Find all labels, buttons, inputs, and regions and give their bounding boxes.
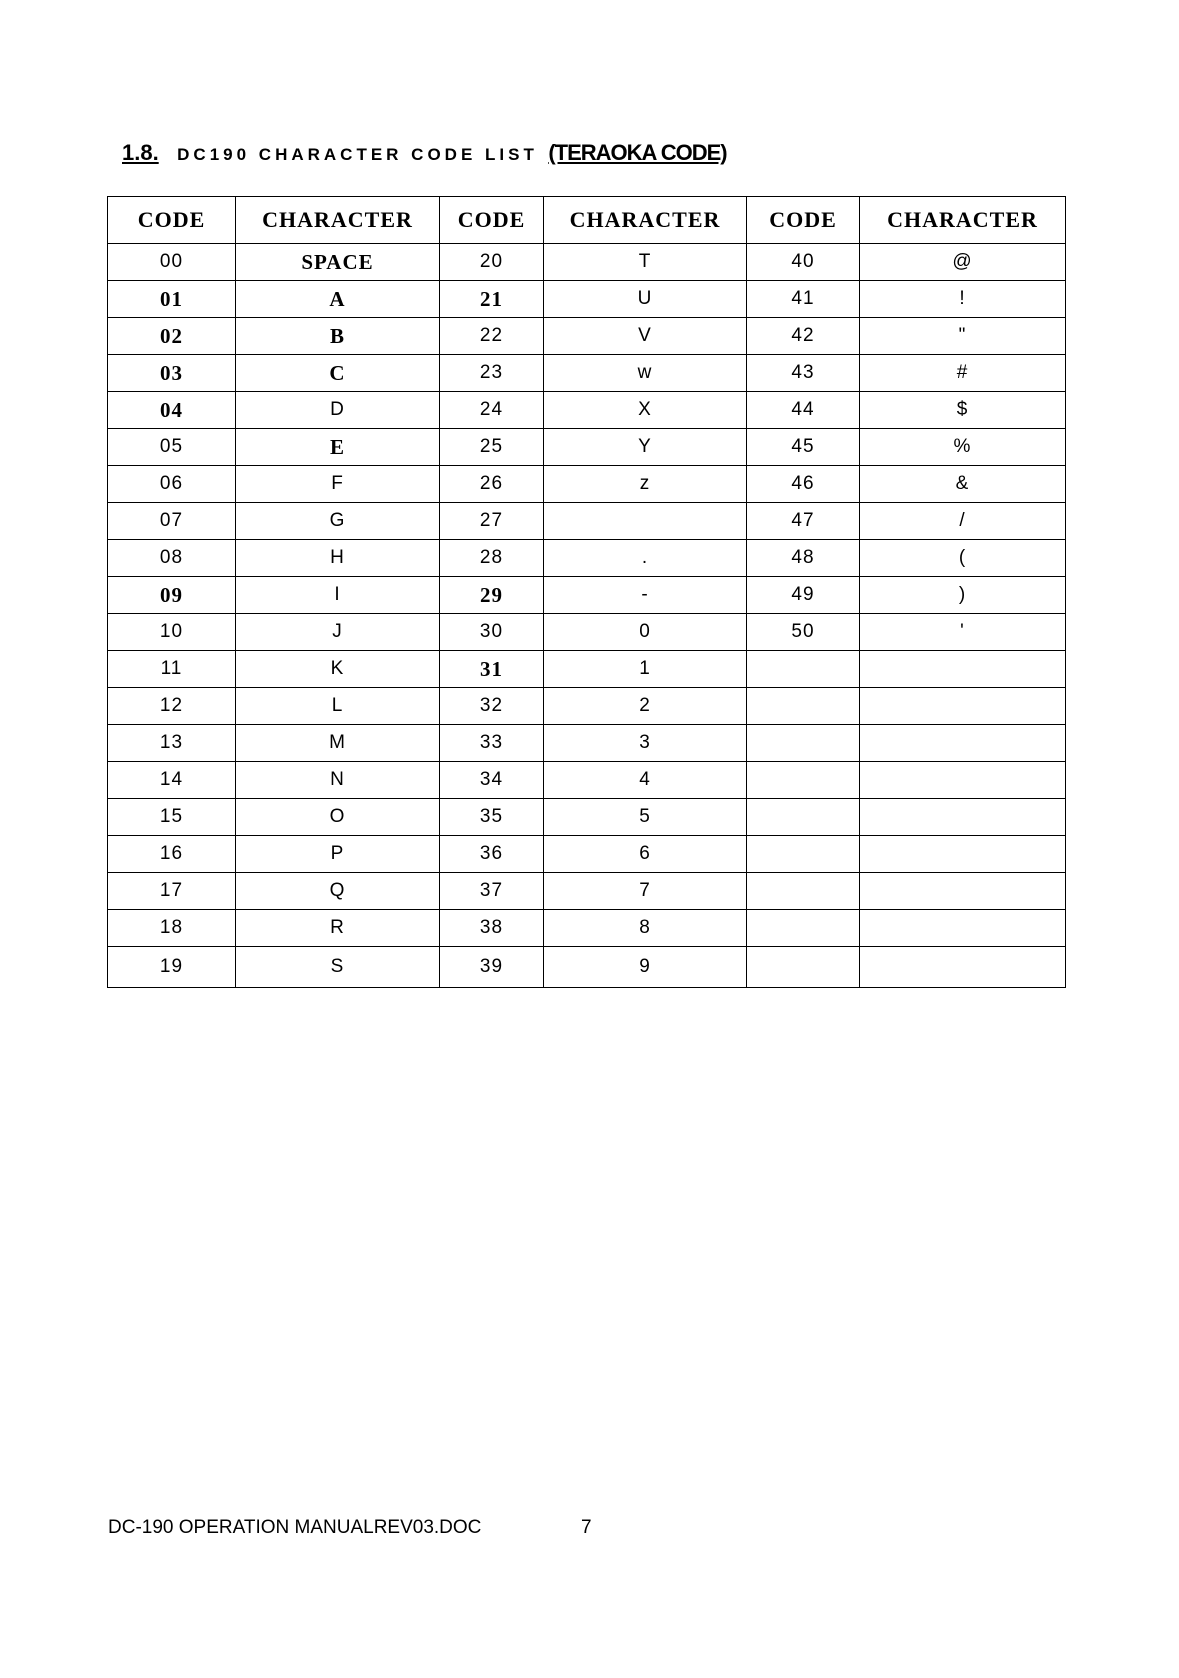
- code-cell: 11: [108, 651, 236, 688]
- character-cell: w: [544, 355, 747, 392]
- character-cell: !: [860, 281, 1066, 318]
- code-cell: 09: [108, 577, 236, 614]
- character-cell: K: [236, 651, 440, 688]
- section-heading: [122, 140, 727, 166]
- character-cell: 2: [544, 688, 747, 725]
- code-cell: 31: [440, 651, 544, 688]
- table-row: [108, 466, 1066, 503]
- code-cell: 30: [440, 614, 544, 651]
- code-cell: 00: [108, 244, 236, 281]
- character-cell: 1: [544, 651, 747, 688]
- character-cell: SPACE: [236, 244, 440, 281]
- table-header-row: [108, 197, 1066, 244]
- table-row: [108, 799, 1066, 836]
- table-row: [108, 762, 1066, 799]
- code-cell: [747, 762, 860, 799]
- character-cell: /: [860, 503, 1066, 540]
- code-cell: [747, 910, 860, 947]
- character-cell: Q: [236, 873, 440, 910]
- code-cell: 23: [440, 355, 544, 392]
- column-header-character: CHARACTER: [236, 197, 440, 244]
- character-cell: I: [236, 577, 440, 614]
- code-cell: 40: [747, 244, 860, 281]
- code-cell: [747, 873, 860, 910]
- character-cell: [544, 503, 747, 540]
- code-cell: 13: [108, 725, 236, 762]
- column-header-code: CODE: [747, 197, 860, 244]
- code-cell: 08: [108, 540, 236, 577]
- code-cell: 12: [108, 688, 236, 725]
- character-cell: A: [236, 281, 440, 318]
- character-cell: N: [236, 762, 440, 799]
- character-cell: [860, 725, 1066, 762]
- table-row: [108, 725, 1066, 762]
- character-cell: $: [860, 392, 1066, 429]
- code-cell: 24: [440, 392, 544, 429]
- character-cell: D: [236, 392, 440, 429]
- table-row: [108, 429, 1066, 466]
- footer-document-name: DC-190 OPERATION MANUALREV03.DOC: [108, 1517, 482, 1538]
- character-cell: 7: [544, 873, 747, 910]
- character-cell: Y: [544, 429, 747, 466]
- code-cell: 02: [108, 318, 236, 355]
- character-cell: F: [236, 466, 440, 503]
- code-cell: 14: [108, 762, 236, 799]
- section-subtitle: (TERAOKA CODE): [548, 140, 727, 165]
- code-cell: 26: [440, 466, 544, 503]
- character-cell: L: [236, 688, 440, 725]
- character-cell: 3: [544, 725, 747, 762]
- code-cell: 21: [440, 281, 544, 318]
- character-cell: (: [860, 540, 1066, 577]
- character-cell: [860, 651, 1066, 688]
- character-cell: U: [544, 281, 747, 318]
- code-cell: 36: [440, 836, 544, 873]
- code-cell: 25: [440, 429, 544, 466]
- table-row: [108, 281, 1066, 318]
- code-cell: 33: [440, 725, 544, 762]
- code-cell: 10: [108, 614, 236, 651]
- table-row: [108, 651, 1066, 688]
- table-row: [108, 836, 1066, 873]
- table-row: [108, 318, 1066, 355]
- character-cell: 6: [544, 836, 747, 873]
- table-row: [108, 392, 1066, 429]
- character-cell: .: [544, 540, 747, 577]
- code-cell: 06: [108, 466, 236, 503]
- code-cell: 37: [440, 873, 544, 910]
- character-cell: 4: [544, 762, 747, 799]
- table-row: [108, 873, 1066, 910]
- code-cell: 48: [747, 540, 860, 577]
- code-cell: 22: [440, 318, 544, 355]
- code-cell: [747, 725, 860, 762]
- character-cell: C: [236, 355, 440, 392]
- character-cell: 0: [544, 614, 747, 651]
- code-cell: 28: [440, 540, 544, 577]
- character-cell: O: [236, 799, 440, 836]
- character-cell: S: [236, 947, 440, 988]
- code-cell: 27: [440, 503, 544, 540]
- code-cell: 41: [747, 281, 860, 318]
- character-cell: [860, 910, 1066, 947]
- character-cell: z: [544, 466, 747, 503]
- table-row: [108, 947, 1066, 988]
- character-cell: V: [544, 318, 747, 355]
- character-cell: G: [236, 503, 440, 540]
- character-cell: J: [236, 614, 440, 651]
- table-row: [108, 244, 1066, 281]
- character-cell: #: [860, 355, 1066, 392]
- code-cell: 45: [747, 429, 860, 466]
- table-row: [108, 577, 1066, 614]
- character-cell: E: [236, 429, 440, 466]
- code-cell: 42: [747, 318, 860, 355]
- code-cell: 03: [108, 355, 236, 392]
- table-row: [108, 540, 1066, 577]
- character-cell: P: [236, 836, 440, 873]
- column-header-character: CHARACTER: [544, 197, 747, 244]
- character-code-table: [107, 196, 1066, 988]
- character-cell: &: [860, 466, 1066, 503]
- character-cell: [860, 947, 1066, 988]
- code-cell: 16: [108, 836, 236, 873]
- code-cell: 17: [108, 873, 236, 910]
- character-cell: ': [860, 614, 1066, 651]
- character-cell: B: [236, 318, 440, 355]
- code-cell: 49: [747, 577, 860, 614]
- character-cell: @: [860, 244, 1066, 281]
- code-cell: 19: [108, 947, 236, 988]
- character-cell: T: [544, 244, 747, 281]
- character-cell: [860, 799, 1066, 836]
- code-cell: [747, 947, 860, 988]
- code-cell: 01: [108, 281, 236, 318]
- column-header-code: CODE: [108, 197, 236, 244]
- character-cell: 9: [544, 947, 747, 988]
- column-header-code: CODE: [440, 197, 544, 244]
- code-cell: 04: [108, 392, 236, 429]
- code-cell: 39: [440, 947, 544, 988]
- code-cell: 29: [440, 577, 544, 614]
- footer-page-number: 7: [581, 1517, 592, 1538]
- character-cell: [860, 873, 1066, 910]
- code-cell: 38: [440, 910, 544, 947]
- section-number: 1.8.: [122, 140, 159, 165]
- code-cell: 47: [747, 503, 860, 540]
- code-cell: 46: [747, 466, 860, 503]
- code-cell: 32: [440, 688, 544, 725]
- character-cell: [860, 836, 1066, 873]
- table-row: [108, 910, 1066, 947]
- table-row: [108, 503, 1066, 540]
- code-cell: 50: [747, 614, 860, 651]
- table-row: [108, 614, 1066, 651]
- section-title: DC190 CHARACTER CODE LIST: [177, 145, 538, 164]
- character-cell: 8: [544, 910, 747, 947]
- character-cell: M: [236, 725, 440, 762]
- code-cell: [747, 799, 860, 836]
- code-cell: [747, 651, 860, 688]
- code-cell: 20: [440, 244, 544, 281]
- code-cell: [747, 688, 860, 725]
- character-cell: H: [236, 540, 440, 577]
- character-cell: X: [544, 392, 747, 429]
- table-body: [108, 244, 1066, 988]
- code-cell: 44: [747, 392, 860, 429]
- character-cell: %: [860, 429, 1066, 466]
- code-cell: 35: [440, 799, 544, 836]
- code-cell: 05: [108, 429, 236, 466]
- character-cell: ): [860, 577, 1066, 614]
- code-cell: 43: [747, 355, 860, 392]
- character-cell: ": [860, 318, 1066, 355]
- table-row: [108, 688, 1066, 725]
- character-cell: [860, 688, 1066, 725]
- code-cell: 07: [108, 503, 236, 540]
- code-cell: 34: [440, 762, 544, 799]
- code-cell: 18: [108, 910, 236, 947]
- character-cell: R: [236, 910, 440, 947]
- column-header-character: CHARACTER: [860, 197, 1066, 244]
- code-cell: [747, 836, 860, 873]
- character-cell: 5: [544, 799, 747, 836]
- code-cell: 15: [108, 799, 236, 836]
- table-row: [108, 355, 1066, 392]
- character-cell: -: [544, 577, 747, 614]
- character-cell: [860, 762, 1066, 799]
